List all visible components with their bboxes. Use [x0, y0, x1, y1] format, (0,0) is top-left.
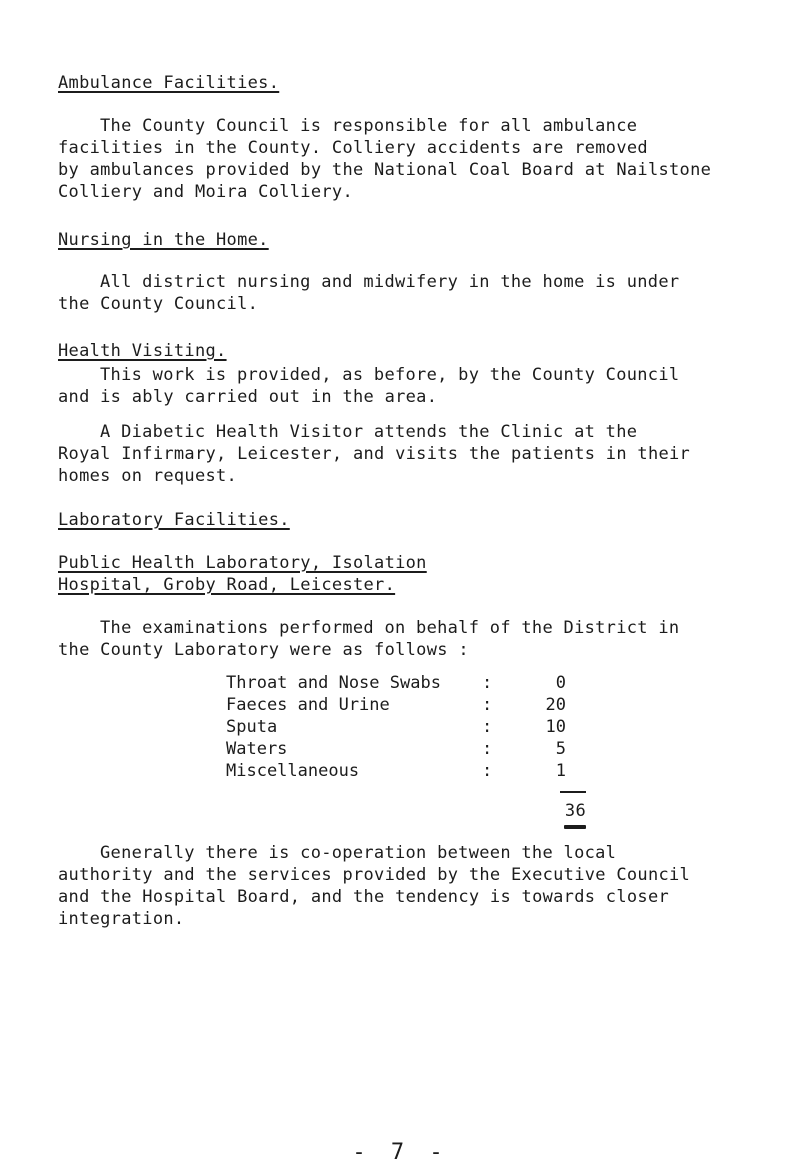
paragraph-line: the County Council.: [58, 294, 259, 314]
table-row-label: Faeces and Urine: [226, 695, 390, 715]
paragraph-line: Generally there is co-operation between the local: [100, 843, 617, 863]
heading-health-visiting: Health Visiting.: [58, 341, 227, 361]
paragraph-line: facilities in the County. Colliery accidents are removed: [58, 138, 648, 158]
paragraph-line: the County Laboratory were as follows :: [58, 640, 469, 660]
table-total-value: 36: [564, 801, 586, 821]
paragraph-line: and is ably carried out in the area.: [58, 387, 438, 407]
paragraph-line: Royal Infirmary, Leicester, and visits the patients in their: [58, 444, 691, 464]
table-row-label: Waters: [226, 739, 288, 759]
table-row-label: Miscellaneous: [226, 761, 360, 781]
table-row-label: Throat and Nose Swabs: [226, 673, 441, 693]
table-row-value: 1: [555, 761, 566, 781]
table-row: [226, 694, 586, 716]
paragraph-health-visiting-1: [58, 364, 679, 408]
paragraph-line: homes on request.: [58, 466, 238, 486]
paragraph-health-visiting-2: [58, 421, 690, 487]
examinations-table: [226, 672, 586, 792]
paragraph-line: A Diabetic Health Visitor attends the Clinic at the: [100, 422, 638, 442]
table-row-separator: :: [482, 761, 493, 781]
paragraph-line: by ambulances provided by the National Coal Board at Nailstone: [58, 160, 712, 180]
heading-ambulance-facilities: Ambulance Facilities.: [58, 73, 280, 93]
table-row: [226, 760, 586, 782]
table-row-value: 0: [555, 673, 566, 693]
heading-nursing-in-the-home: Nursing in the Home.: [58, 230, 269, 250]
table-row: [226, 738, 586, 760]
subheading-laboratory-line-2: Hospital, Groby Road, Leicester.: [58, 575, 396, 595]
paragraph-ambulance: [58, 115, 711, 203]
paragraph-line: The examinations performed on behalf of the District in: [100, 618, 680, 638]
table-row-value: 10: [545, 717, 566, 737]
paragraph-line: integration.: [58, 909, 185, 929]
paragraph-nursing: [58, 271, 679, 315]
paragraph-line: Colliery and Moira Colliery.: [58, 182, 353, 202]
table-row-separator: :: [482, 717, 493, 737]
total-rule: [560, 791, 586, 793]
paragraph-line: and the Hospital Board, and the tendency is towards closer: [58, 887, 670, 907]
table-row-value: 5: [555, 739, 566, 759]
table-row-separator: :: [482, 695, 493, 715]
paragraph-line: All district nursing and midwifery in the home is under: [100, 272, 680, 292]
paragraph-laboratory-intro: [58, 617, 679, 661]
total-double-rule: [564, 825, 586, 829]
subheading-laboratory-line-1: Public Health Laboratory, Isolation: [58, 553, 427, 573]
table-row-separator: :: [482, 673, 493, 693]
paragraph-line: authority and the services provided by the Executive Council: [58, 865, 691, 885]
paragraph-line: This work is provided, as before, by the County Council: [100, 365, 680, 385]
paragraph-line: The County Council is responsible for all ambulance: [100, 116, 638, 136]
page-number: - 7 -: [352, 1140, 449, 1165]
paragraph-closing: [58, 842, 690, 930]
table-row-value: 20: [545, 695, 566, 715]
table-row: [226, 672, 586, 694]
table-row-label: Sputa: [226, 717, 278, 737]
heading-laboratory-facilities: Laboratory Facilities.: [58, 510, 290, 530]
table-row: [226, 716, 586, 738]
table-row-separator: :: [482, 739, 493, 759]
